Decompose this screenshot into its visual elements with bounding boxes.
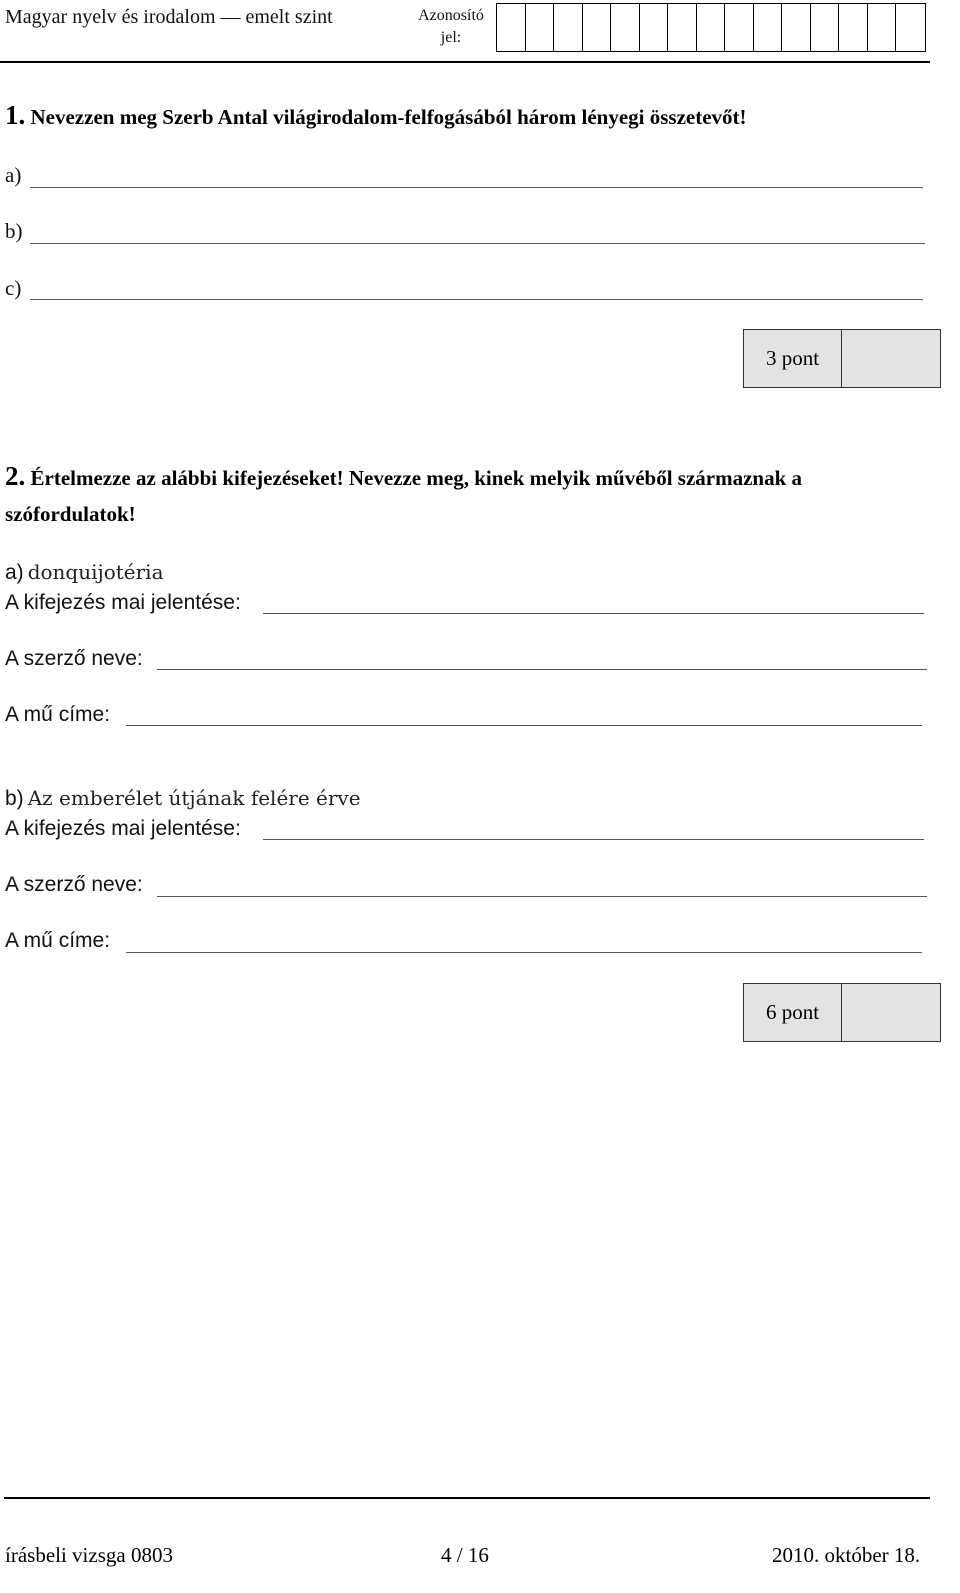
work-title-label: A mű címe: bbox=[5, 703, 111, 726]
points-label: 6 pont bbox=[744, 984, 842, 1041]
part-marker: b) bbox=[5, 787, 24, 810]
question-2-heading bbox=[5, 458, 935, 532]
answer-line-b[interactable] bbox=[30, 243, 925, 244]
work-title-line[interactable] bbox=[126, 725, 922, 726]
exam-date: 2010. október 18. bbox=[772, 1543, 921, 1567]
id-label: Azonosító jel: bbox=[418, 7, 484, 46]
meaning-line[interactable] bbox=[263, 613, 924, 614]
meaning-line[interactable] bbox=[263, 839, 924, 840]
id-cell[interactable] bbox=[526, 4, 555, 51]
id-cell[interactable] bbox=[668, 4, 697, 51]
author-label: A szerző neve: bbox=[5, 873, 143, 896]
points-score-field[interactable] bbox=[842, 984, 940, 1041]
footer-divider bbox=[4, 1497, 930, 1499]
id-code-grid[interactable] bbox=[496, 3, 926, 52]
expression: Az emberélet útjának felére érve bbox=[27, 786, 361, 810]
header-title: Magyar nyelv és irodalom — emelt szint bbox=[5, 6, 333, 28]
id-cell[interactable] bbox=[868, 4, 897, 51]
question-text: Értelmezze az alábbi kifejezéseket! Nevezze meg, kinek melyik művéből származnak a szófordulatok! bbox=[5, 466, 803, 526]
id-cell[interactable] bbox=[611, 4, 640, 51]
author-line[interactable] bbox=[157, 896, 927, 897]
answer-line-c[interactable] bbox=[30, 299, 923, 300]
points-label: 3 pont bbox=[744, 330, 842, 387]
answer-line-a[interactable] bbox=[30, 187, 923, 188]
answer-label-b: b) bbox=[5, 219, 23, 243]
id-cell[interactable] bbox=[896, 4, 925, 51]
id-cell[interactable] bbox=[554, 4, 583, 51]
header-divider bbox=[0, 61, 930, 63]
part-a-heading bbox=[5, 560, 164, 585]
question-1-heading bbox=[5, 97, 747, 135]
meaning-label: A kifejezés mai jelentése: bbox=[5, 817, 241, 840]
id-cell[interactable] bbox=[640, 4, 669, 51]
answer-label-c: c) bbox=[5, 276, 22, 300]
work-title-line[interactable] bbox=[126, 952, 922, 953]
meaning-label: A kifejezés mai jelentése: bbox=[5, 591, 241, 614]
points-box-q2 bbox=[743, 983, 941, 1042]
id-cell[interactable] bbox=[839, 4, 868, 51]
id-cell[interactable] bbox=[782, 4, 811, 51]
question-text: Nevezzen meg Szerb Antal világirodalom-felfogásából három lényegi összetevőt! bbox=[30, 105, 747, 129]
author-label: A szerző neve: bbox=[5, 647, 143, 670]
id-cell[interactable] bbox=[497, 4, 526, 51]
points-score-field[interactable] bbox=[842, 330, 940, 387]
question-number: 1. bbox=[5, 100, 26, 130]
page-number: 4 / 16 bbox=[441, 1543, 489, 1567]
id-cell[interactable] bbox=[754, 4, 783, 51]
footer-exam-label: írásbeli vizsga 0803 bbox=[5, 1543, 173, 1567]
points-box-q1 bbox=[743, 329, 941, 388]
id-cell[interactable] bbox=[725, 4, 754, 51]
question-number: 2. bbox=[5, 461, 26, 491]
id-cell[interactable] bbox=[811, 4, 840, 51]
work-title-label: A mű címe: bbox=[5, 929, 111, 952]
id-cell[interactable] bbox=[697, 4, 726, 51]
expression: donquijotéria bbox=[27, 560, 164, 584]
part-b-heading bbox=[5, 786, 361, 811]
part-marker: a) bbox=[5, 561, 24, 584]
answer-label-a: a) bbox=[5, 163, 22, 187]
id-cell[interactable] bbox=[583, 4, 612, 51]
author-line[interactable] bbox=[157, 669, 927, 670]
